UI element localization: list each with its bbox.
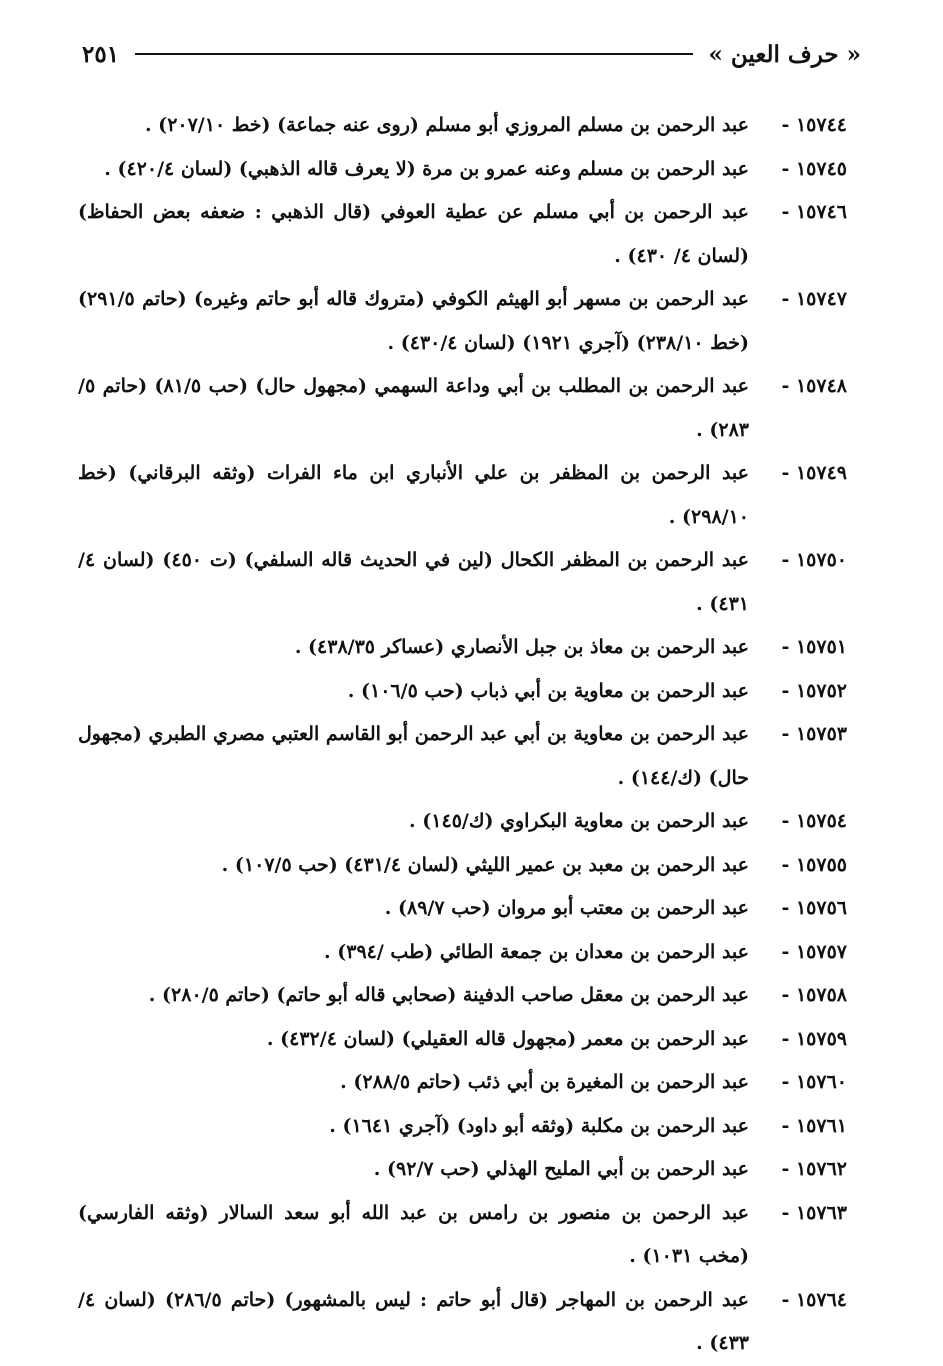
entry-number: ١٥٧٤٤ - bbox=[781, 114, 847, 136]
list-item bbox=[78, 1061, 847, 1105]
entry-number: ١٥٧٦١ - bbox=[781, 1114, 847, 1137]
entry-text: عبد الرحمن بن أبي المليح الهذلي (حب ٩٢/٧) . bbox=[373, 1158, 749, 1180]
list-item bbox=[78, 1105, 847, 1149]
page-header bbox=[82, 34, 861, 74]
entry-text: عبد الرحمن بن المطلب بن أبي وداعة السهمي (مجهول حال) (حب ٨١/٥) (حاتم ٥/ ٢٨٣) . bbox=[78, 375, 749, 441]
entry-number: ١٥٧٦٣ - bbox=[781, 1201, 847, 1224]
entry-text: عبد الرحمن بن المظفر الكحال (لين في الحديث قاله السلفي) (ت ٤٥٠) (لسان ٤/ ٤٣١) . bbox=[78, 549, 749, 615]
entry-text: عبد الرحمن بن أبي مسلم عن عطية العوفي (قال الذهبي : ضعفه بعض الحفاظ) (لسان ٤/ ٤٣٠) . bbox=[78, 201, 749, 267]
entry-text: عبد الرحمن بن معتب أبو مروان (حب ٨٩/٧) . bbox=[384, 897, 749, 919]
list-item bbox=[78, 452, 847, 539]
entry-text: عبد الرحمن بن معاوية بن أبي ذباب (حب ١٠٦/٥) . bbox=[347, 679, 749, 702]
entry-number: ١٥٧٥٨ - bbox=[781, 984, 847, 1006]
entry-number: ١٥٧٥٥ - bbox=[781, 853, 847, 876]
entry-text: عبد الرحمن بن المهاجر (قال أبو حاتم : ليس بالمشهور) (حاتم ٢٨٦/٥) (لسان ٤/ ٤٣٣) . bbox=[78, 1288, 749, 1354]
entry-text: عبد الرحمن بن مسلم المروزي أبو مسلم (روى عنه جماعة) (خط ٢٠٧/١٠) . bbox=[144, 114, 749, 136]
entry-number: ١٥٧٥٧ - bbox=[781, 940, 847, 963]
entry-text: عبد الرحمن بن المظفر بن علي الأنباري ابن ماء الفرات (وثقه البرقاني) (خط ٢٩٨/١٠) . bbox=[78, 462, 749, 528]
entry-text: عبد الرحمن بن معبد بن عمير الليثي (لسان ٤٣١/٤) (حب ١٠٧/٥) . bbox=[221, 853, 749, 876]
list-item bbox=[78, 104, 847, 148]
entry-text: عبد الرحمن بن معمر (مجهول قاله العقيلي) (لسان ٤٣٢/٤) . bbox=[266, 1027, 749, 1050]
entry-number: ١٥٧٥٠ - bbox=[781, 549, 847, 571]
entry-number: ١٥٧٤٥ - bbox=[781, 157, 847, 180]
entry-text: عبد الرحمن بن مسلم وعنه عمرو بن مرة (لا يعرف قاله الذهبي) (لسان ٤٢٠/٤) . bbox=[104, 157, 749, 180]
list-item bbox=[78, 1279, 847, 1366]
entry-text: عبد الرحمن بن المغيرة بن أبي ذئب (حاتم ٢٨٨/٥) . bbox=[340, 1071, 749, 1093]
list-item bbox=[78, 1018, 847, 1062]
list-item bbox=[78, 800, 847, 844]
list-item bbox=[78, 191, 847, 278]
list-item bbox=[78, 974, 847, 1018]
entry-number: ١٥٧٥٤ - bbox=[781, 810, 847, 832]
entry-text: عبد الرحمن بن منصور بن رامس بن عبد الله أبو سعد السالار (وثقه الفارسي) (مخب ١٠٣١) . bbox=[78, 1201, 749, 1267]
entry-text: عبد الرحمن بن معاوية البكراوي (ك/١٤٥) . bbox=[409, 810, 749, 832]
list-item bbox=[78, 844, 847, 888]
list-item bbox=[78, 713, 847, 800]
entry-number: ١٥٧٤٨ - bbox=[781, 375, 847, 397]
entry-list bbox=[78, 104, 847, 1366]
list-item bbox=[78, 278, 847, 365]
list-item bbox=[78, 670, 847, 714]
list-item bbox=[78, 1192, 847, 1279]
page-number: ٢٥١ bbox=[82, 40, 120, 68]
entry-number: ١٥٧٤٦ - bbox=[781, 201, 847, 223]
list-item bbox=[78, 148, 847, 192]
entry-text: عبد الرحمن بن معدان بن جمعة الطائي (طب /٣٩٤) . bbox=[324, 940, 749, 963]
entry-text: عبد الرحمن بن مسهر أبو الهيثم الكوفي (متروك قاله أبو حاتم وغيره) (حاتم ٢٩١/٥) (خط ٢٣٨/١٠) (آجري ١٩٢١) (لسان ٤٣٠/٤) . bbox=[78, 288, 749, 354]
entry-number: ١٥٧٥٢ - bbox=[781, 679, 847, 702]
entry-number: ١٥٧٥٣ - bbox=[781, 723, 847, 745]
list-item bbox=[78, 887, 847, 931]
entry-number: ١٥٧٥١ - bbox=[781, 636, 847, 658]
entry-number: ١٥٧٤٧ - bbox=[781, 288, 847, 310]
entry-number: ١٥٧٤٩ - bbox=[781, 462, 847, 484]
entry-text: عبد الرحمن بن معاذ بن جبل الأنصاري (عساكر ٤٣٨/٣٥) . bbox=[294, 636, 749, 658]
entry-text: عبد الرحمن بن مكلبة (وثقه أبو داود) (آجري ١٦٤١) . bbox=[329, 1114, 749, 1137]
list-item bbox=[78, 365, 847, 452]
entry-number: ١٥٧٦٢ - bbox=[781, 1158, 847, 1180]
entry-text: عبد الرحمن بن معقل صاحب الدفينة (صحابي قاله أبو حاتم) (حاتم ٢٨٠/٥) . bbox=[148, 984, 749, 1006]
header-divider bbox=[135, 53, 692, 55]
list-item bbox=[78, 1148, 847, 1192]
entry-number: ١٥٧٦٠ - bbox=[781, 1071, 847, 1093]
list-item bbox=[78, 931, 847, 975]
entry-number: ١٥٧٦٤ - bbox=[781, 1288, 847, 1311]
entry-text: عبد الرحمن بن معاوية بن أبي عبد الرحمن أبو القاسم العتبي مصري الطبري (مجهول حال) (ك/١٤٤) . bbox=[78, 723, 749, 789]
list-item bbox=[78, 539, 847, 626]
entry-number: ١٥٧٥٦ - bbox=[781, 897, 847, 919]
list-item bbox=[78, 626, 847, 670]
entry-number: ١٥٧٥٩ - bbox=[781, 1027, 847, 1050]
chapter-title: « حرف العين » bbox=[708, 40, 861, 68]
